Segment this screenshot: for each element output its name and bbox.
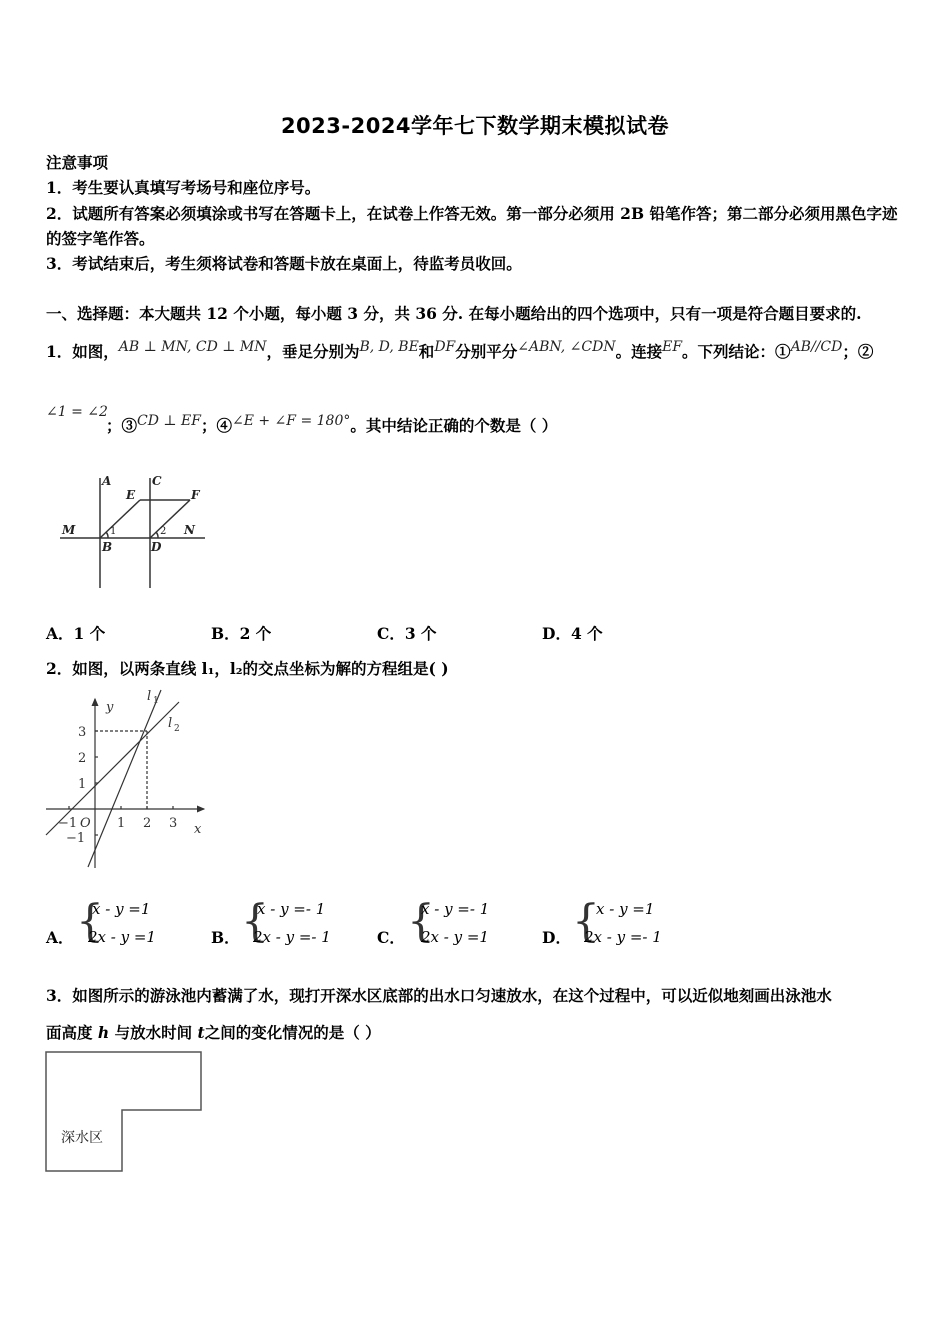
equation-1: x - y =- 1: [421, 900, 490, 918]
q1-text: ；③: [106, 416, 138, 435]
y-axis-label: y: [106, 700, 114, 715]
pool-label: 深水区: [61, 1130, 103, 1146]
equation-2: 2x - y =1: [421, 928, 489, 946]
notice-heading: 注意事项: [46, 153, 109, 172]
q1-math: AB//CD: [790, 339, 843, 355]
label-b: B: [102, 540, 113, 554]
equation-2: 2x - y =- 1: [253, 928, 331, 946]
q1-text: ；④: [200, 416, 232, 435]
label-angle-1: 1: [110, 526, 117, 537]
label-a: A: [102, 474, 112, 488]
q3-text: 与放水时间: [114, 1023, 193, 1042]
q3-variable-t: t: [197, 1023, 205, 1042]
question-1-line-2: [46, 405, 108, 424]
angle-1-arc: [106, 532, 108, 538]
pool-outline: [46, 1052, 201, 1171]
q1-text: 分别平分: [455, 342, 518, 361]
q1-option-c[interactable]: C．3 个: [377, 624, 437, 643]
q3-text: 之间的变化情况的是（ ）: [204, 1023, 381, 1042]
q1-figure: [60, 470, 220, 595]
question-3-line-1: 3．如图所示的游泳池内蓄满了水，现打开深水区底部的出水口匀速放水，在这个过程中，可以近似地刻画出泳池水: [46, 986, 832, 1005]
brace-icon: {: [407, 896, 435, 947]
notice-item-3: 3．考试结束后，考生须将试卷和答题卡放在桌面上，待监考员收回。: [46, 254, 522, 273]
equation-2: 2x - y =1: [88, 928, 156, 946]
q1-math: ∠ABN, ∠CDN: [517, 339, 616, 355]
q1-text: 1．如图，: [46, 342, 119, 361]
label-f: F: [191, 488, 200, 502]
q1-text: 。下列结论：①: [682, 342, 791, 361]
label-m: M: [62, 523, 76, 537]
q1-math: B, D, BE: [359, 339, 419, 355]
option-letter: C．: [377, 928, 405, 947]
equation-2: 2x - y =- 1: [584, 928, 662, 946]
question-1-line-2b: [106, 414, 557, 436]
l1-sub: 1: [153, 696, 159, 706]
brace-icon: {: [76, 896, 104, 947]
x-tick-2: 2: [143, 816, 152, 831]
q1-math: ∠E + ∠F = 180°: [231, 413, 351, 429]
l2-label: l: [168, 716, 173, 731]
q3-pool-figure: [44, 1050, 206, 1175]
q1-option-d[interactable]: D．4 个: [542, 624, 603, 643]
label-n: N: [184, 523, 195, 537]
x-tick-neg1: −1: [58, 816, 78, 831]
question-1-line-1: [46, 340, 873, 362]
q3-variable-h: h: [97, 1023, 110, 1042]
notice-item-2: 2．试题所有答案必须填涂或书写在答题卡上，在试卷上作答无效。第一部分必须用 2B 铅笔作答；第二部分必须用黑色字迹的签字笔作答。: [46, 204, 898, 248]
angle-2-arc: [156, 532, 158, 538]
q1-text: 。其中结论正确的个数是（ ）: [350, 416, 558, 435]
y-tick-neg1: −1: [66, 831, 86, 846]
x-axis-label: x: [194, 822, 202, 837]
q1-text: ，垂足分别为: [266, 342, 360, 361]
l2-sub: 2: [174, 724, 180, 734]
label-angle-2: 2: [160, 526, 167, 537]
x-tick-1: 1: [117, 816, 126, 831]
origin-label: O: [80, 816, 91, 831]
option-letter: B．: [211, 928, 240, 947]
q1-math: AB ⊥ MN, CD ⊥ MN: [118, 339, 267, 355]
l1-label: l: [147, 689, 152, 704]
q1-math: EF: [662, 339, 683, 355]
q2-graph: [44, 685, 214, 873]
equation-1: x - y =1: [596, 900, 655, 918]
brace-icon: {: [572, 896, 600, 947]
brace-icon: {: [241, 896, 269, 947]
question-3-line-2: [46, 1021, 381, 1043]
page-title: 2023-2024学年七下数学期末模拟试卷: [280, 114, 670, 138]
q1-math: ∠1 = ∠2: [46, 404, 108, 420]
y-tick-3: 3: [78, 725, 87, 740]
q1-math: DF: [434, 339, 456, 355]
section-heading: 一、选择题：本大题共 12 个小题，每小题 3 分，共 36 分. 在每小题给出的四个选项中，只有一项是符合题目要求的.: [46, 304, 862, 323]
q1-text: 和: [418, 342, 435, 361]
y-tick-1: 1: [78, 777, 87, 792]
q3-text: 面高度: [46, 1023, 93, 1042]
option-letter: D．: [542, 928, 571, 947]
y-tick-2: 2: [78, 751, 87, 766]
x-tick-3: 3: [169, 816, 178, 831]
line-l2: [88, 690, 161, 867]
q1-math: CD ⊥ EF: [137, 413, 201, 429]
equation-1: x - y =- 1: [257, 900, 326, 918]
label-c: C: [152, 474, 162, 488]
option-letter: A．: [46, 928, 74, 947]
equation-1: x - y =1: [92, 900, 151, 918]
q1-text: 。连接: [615, 342, 663, 361]
question-2-text: 2．如图，以两条直线 l₁，l₂的交点坐标为解的方程组是( ): [46, 659, 449, 678]
q1-text: ；②: [842, 342, 874, 361]
q1-option-a[interactable]: A．1 个: [46, 624, 106, 643]
label-d: D: [151, 540, 162, 554]
q1-option-b[interactable]: B．2 个: [211, 624, 272, 643]
label-e: E: [126, 488, 136, 502]
notice-item-1: 1．考生要认真填写考场号和座位序号。: [46, 178, 321, 197]
